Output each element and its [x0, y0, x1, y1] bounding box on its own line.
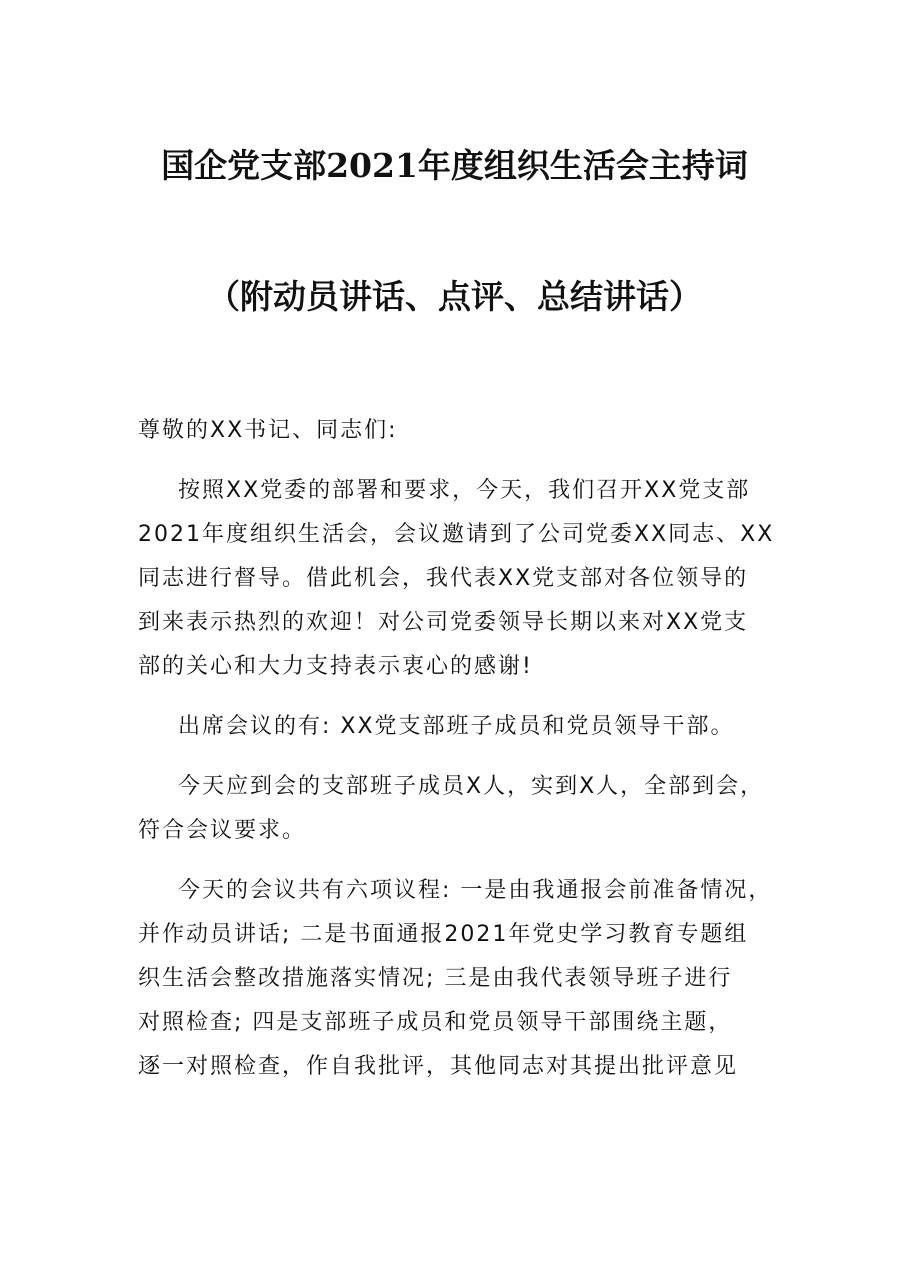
paragraph-line: 部的关心和大力支持表示衷心的感谢! [138, 654, 533, 679]
paragraph-line: 符合会议要求。 [138, 818, 307, 843]
paragraph-line: 同志进行督导。借此机会，我代表XX党支部对各位领导的 [138, 566, 749, 591]
paragraph [138, 869, 778, 1089]
paragraph-line: 今天的会议共有六项议程: 一是由我通报会前准备情况， [178, 878, 773, 903]
paragraph [138, 469, 778, 689]
greeting: 尊敬的XX书记、同志们: [138, 418, 398, 443]
paragraph-line: 织生活会整改措施落实情况; 三是由我代表领导班子进行 [138, 966, 733, 991]
paragraph [138, 705, 778, 749]
paragraph-line: 到来表示热烈的欢迎！对公司党委领导长期以来对XX党支 [138, 610, 749, 635]
paragraph-line: 逐一对照检查，作自我批评，其他同志对其提出批评意见 [138, 1054, 739, 1079]
paragraph-line: 按照XX党委的部署和要求，今天，我们召开XX党支部 [178, 478, 751, 503]
paragraph [138, 765, 778, 853]
paragraph-line: 今天应到会的支部班子成员X人，实到X人，全部到会， [178, 774, 765, 799]
document-title: 国企党支部2021年度组织生活会主持词 [161, 146, 748, 185]
paragraph-line: 对照检查; 四是支部班子成员和党员领导干部围绕主题， [138, 1010, 733, 1035]
document-body [138, 409, 778, 1105]
paragraph-line: 2021年度组织生活会，会议邀请到了公司党委XX同志、XX [138, 522, 775, 547]
paragraph-line: 出席会议的有: XX党支部班子成员和党员领导干部。 [178, 714, 735, 739]
document-subtitle: （附动员讲话、点评、总结讲话） [207, 277, 702, 316]
paragraph-line: 并作动员讲话; 二是书面通报2021年党史学习教育专题组 [138, 922, 749, 947]
